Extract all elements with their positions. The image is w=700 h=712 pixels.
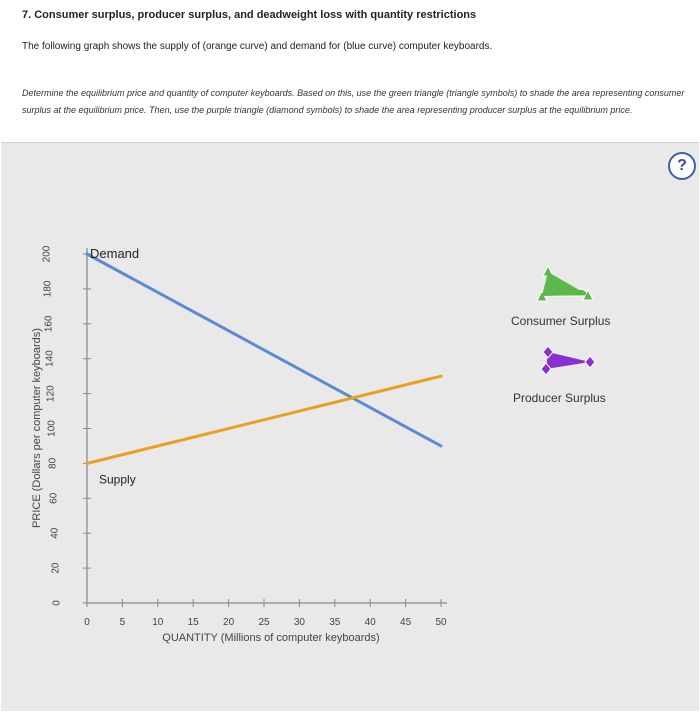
x-tick-label: 5: [119, 617, 126, 628]
x-tick-label: 45: [400, 617, 412, 628]
x-tick-label: 30: [293, 617, 305, 628]
x-tick-label: 40: [364, 617, 376, 628]
question-subtitle: The following graph shows the supply of (orange curve) and demand for (blue curve) computer keyboards.: [22, 41, 493, 52]
x-axis-title: QUANTITY (Millions of computer keyboards): [162, 632, 380, 644]
supply-curve-label: Supply: [99, 472, 136, 487]
x-tick-label: 0: [84, 617, 90, 628]
question-instructions: Determine the equilibrium price and quantity of computer keyboards. Based on this, use the green triangle (triangle symbols) to shade the area representing consumer surplus at the equilibrium price. Then, use the purple triangle (diamond symbols) to shade the area representing producer surplus at the equilibrium price.: [22, 88, 685, 115]
y-tick-label: 120: [45, 385, 57, 402]
x-tick-label: 10: [152, 617, 164, 628]
y-tick-label: 140: [44, 350, 56, 368]
supply-curve[interactable]: [87, 376, 441, 463]
help-button[interactable]: ?: [668, 152, 696, 180]
x-tick-label: 20: [223, 617, 235, 628]
consumer-surplus-body-icon[interactable]: [542, 272, 588, 296]
consumer-surplus-label: Consumer Surplus: [511, 314, 611, 328]
producer-surplus-label: Producer Surplus: [513, 391, 606, 405]
question-title: 7. Consumer surplus, producer surplus, and deadweight loss with quantity restrictions: [22, 9, 477, 21]
consumer-surplus-tool[interactable]: [537, 266, 593, 301]
producer-surplus-body-icon[interactable]: [546, 352, 590, 369]
y-tick-label: 160: [43, 315, 55, 333]
x-tick-label: 50: [435, 617, 447, 628]
demand-curve-label: Demand: [90, 246, 140, 261]
y-axis-title: PRICE (Dollars per computer keyboards): [31, 328, 43, 528]
x-tick-label: 35: [329, 617, 341, 628]
y-tick-label: 100: [46, 420, 58, 437]
y-tick-label: 200: [41, 245, 53, 263]
y-tick-label: 80: [47, 457, 59, 469]
y-tick-label: 180: [42, 280, 54, 298]
y-tick-label: 60: [48, 492, 60, 504]
producer-surplus-tool[interactable]: [541, 346, 595, 375]
y-tick-label: 20: [50, 562, 62, 574]
y-tick-label: 40: [49, 527, 61, 539]
y-tick-label: 0: [51, 600, 63, 606]
x-tick-label: 25: [258, 617, 270, 628]
demand-curve[interactable]: [87, 254, 441, 446]
x-tick-label: 15: [187, 617, 199, 628]
producer-surplus-vertex-marker-icon[interactable]: [585, 356, 595, 368]
